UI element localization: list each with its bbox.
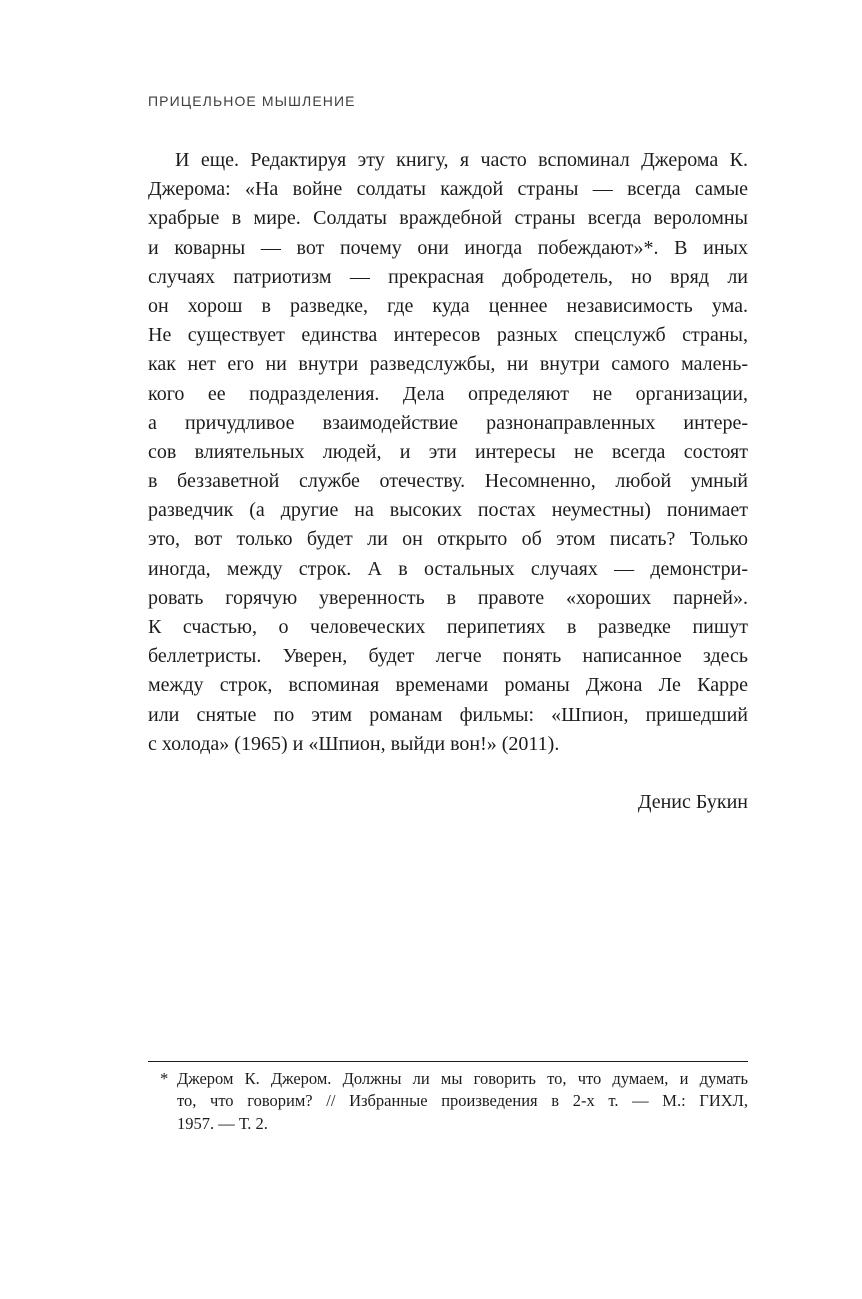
footnote-rule — [148, 1061, 748, 1062]
paragraph-line: ровать горячую уверенность в правоте «хороших парней». — [148, 586, 748, 609]
paragraph-line: Джерома: «На войне солдаты каждой страны — всегда самые — [148, 178, 748, 201]
body-paragraph — [148, 146, 748, 759]
paragraph-line: К счастью, о человеческих перипетиях в разведке пишут — [148, 616, 748, 638]
paragraph-line: а причудливое взаимодействие разнонаправленных интере- — [148, 411, 748, 434]
paragraph-line: или снятые по этим романам фильмы: «Шпион, пришедший — [148, 703, 748, 726]
paragraph-line: в беззаветной службе отечеству. Несомненно, любой умный — [148, 470, 748, 493]
paragraph-line: это, вот только будет ли он открыто об этом писать? Только — [148, 528, 748, 551]
running-header: ПРИЦЕЛЬНОЕ МЫШЛЕНИЕ — [148, 93, 356, 109]
paragraph-line: между строк, вспоминая временами романы Джона Ле Карре — [148, 674, 748, 697]
paragraph-line: случаях патриотизм — прекрасная добродетель, но вряд ли — [148, 265, 748, 288]
paragraph-line: кого ее подразделения. Дела определяют не организации, — [148, 382, 748, 405]
paragraph-line: сов влиятельных людей, и эти интересы не всегда состоят — [148, 440, 748, 463]
paragraph-line: с холода» (1965) и «Шпион, выйди вон!» (2011). — [148, 732, 560, 755]
paragraph-line: иногда, между строк. А в остальных случаях — демонстри- — [148, 557, 748, 580]
paragraph-line: беллетристы. Уверен, будет легче понять написанное здесь — [148, 645, 748, 668]
paragraph-line: храбрые в мире. Солдаты враждебной страны всегда вероломны — [148, 207, 748, 230]
footnote — [148, 1068, 748, 1135]
paragraph-line: разведчик (а другие на высоких постах неуместны) понимает — [148, 499, 748, 522]
paragraph-line: и коварны — вот почему они иногда побеждают»*. В иных — [148, 236, 748, 259]
footnote-line: 1957. — Т. 2. — [177, 1113, 268, 1133]
paragraph-line: он хорош в разведке, где куда ценнее независимость ума. — [148, 294, 748, 317]
footnote-marker: * — [160, 1069, 169, 1088]
footnote-body — [148, 1068, 748, 1135]
paragraph-line: как нет его ни внутри разведслужбы, ни внутри самого малень- — [148, 353, 748, 376]
paragraph-line: И еще. Редактируя эту книгу, я часто вспоминал Джерома К. — [175, 149, 748, 171]
author-signature: Денис Букин — [637, 791, 748, 813]
footnote-line: Джером К. Джером. Должны ли мы говорить то, что думаем, и думать — [177, 1069, 748, 1088]
paragraph-line: Не существует единства интересов разных спецслужб страны, — [148, 324, 748, 347]
footnote-line: то, что говорим? // Избранные произведения в 2-х т. — М.: ГИХЛ, — [177, 1091, 748, 1111]
